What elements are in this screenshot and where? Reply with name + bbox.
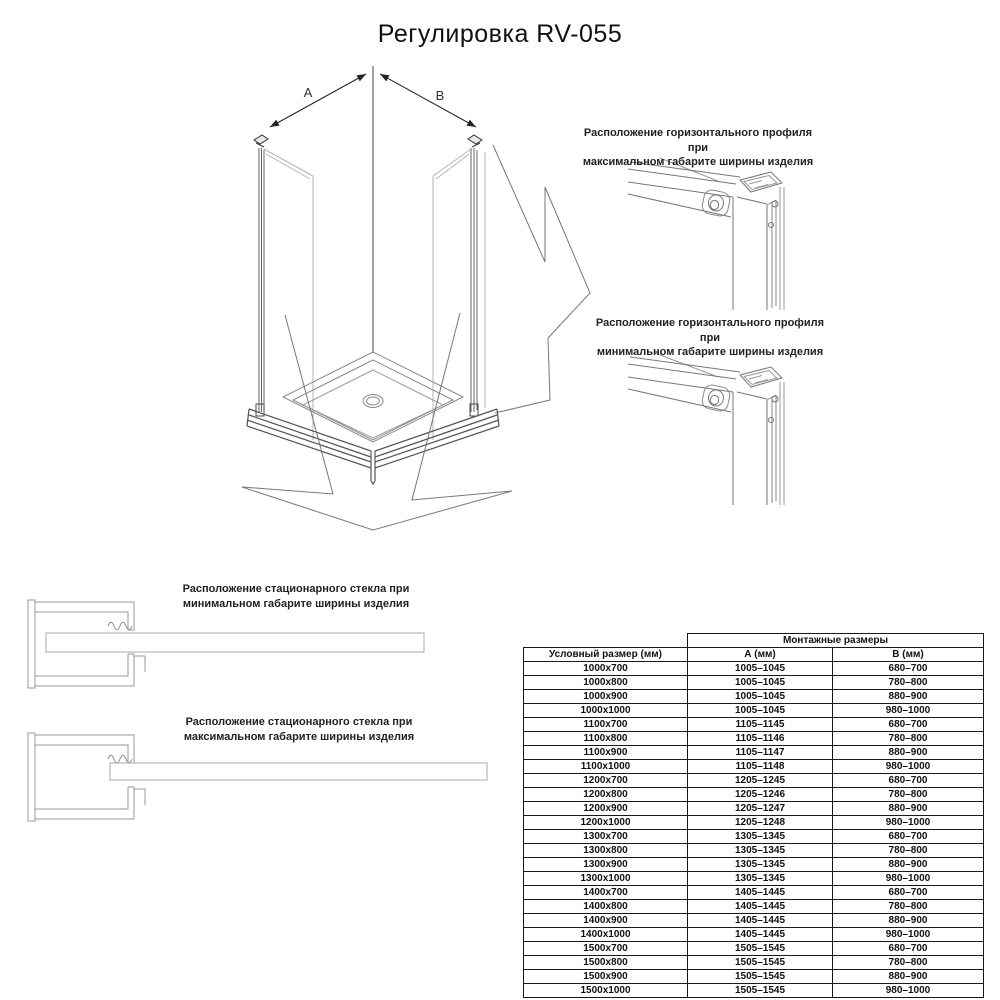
cell-size: 1100x900 — [524, 746, 688, 760]
cell-a: 1505–1545 — [688, 956, 833, 970]
cell-size: 1300x800 — [524, 844, 688, 858]
cell-size: 1100x1000 — [524, 760, 688, 774]
cell-size: 1500x700 — [524, 942, 688, 956]
callout-line: Расположение горизонтального профиля при — [583, 127, 813, 154]
cell-a: 1305–1345 — [688, 830, 833, 844]
cell-size: 1100x800 — [524, 732, 688, 746]
table-row — [524, 662, 984, 676]
cell-a: 1305–1345 — [688, 844, 833, 858]
callout-line: Расположение горизонтального профиля при — [595, 317, 825, 344]
cell-size: 1300x900 — [524, 858, 688, 872]
cell-a: 1405–1445 — [688, 928, 833, 942]
table-row — [524, 942, 984, 956]
cell-b: 680–700 — [833, 718, 984, 732]
cell-a: 1105–1146 — [688, 732, 833, 746]
table-header-row — [524, 648, 984, 662]
glass-section-max-view — [28, 733, 145, 821]
cell-a: 1305–1345 — [688, 872, 833, 886]
cell-size: 1300x1000 — [524, 872, 688, 886]
cell-size: 1500x1000 — [524, 984, 688, 998]
cell-b: 780–800 — [833, 956, 984, 970]
cell-size: 1500x800 — [524, 956, 688, 970]
cell-a: 1005–1045 — [688, 676, 833, 690]
table-row — [524, 844, 984, 858]
cell-b: 780–800 — [833, 676, 984, 690]
table-row — [524, 690, 984, 704]
table-row — [524, 830, 984, 844]
dimension-a-label: A — [303, 85, 313, 100]
cell-size: 1200x700 — [524, 774, 688, 788]
dimension-a — [270, 74, 366, 127]
cell-size: 1400x1000 — [524, 928, 688, 942]
cell-size: 1100x700 — [524, 718, 688, 732]
callout-line: Расположение стационарного стекла при — [185, 716, 413, 728]
cell-a: 1505–1545 — [688, 942, 833, 956]
left-glass-panel — [264, 149, 313, 440]
cell-a: 1405–1445 — [688, 886, 833, 900]
cell-b: 880–900 — [833, 858, 984, 872]
cell-b: 980–1000 — [833, 984, 984, 998]
cell-a: 1105–1147 — [688, 746, 833, 760]
cell-size: 1200x900 — [524, 802, 688, 816]
table-row — [524, 872, 984, 886]
table-row — [524, 816, 984, 830]
page-title: Регулировка RV-055 — [377, 20, 623, 48]
tray-apron — [247, 409, 499, 484]
shower-tray — [283, 352, 463, 442]
cell-b: 980–1000 — [833, 816, 984, 830]
table-row — [524, 732, 984, 746]
cell-size: 1200x1000 — [524, 816, 688, 830]
col-header-a: А (мм) — [688, 648, 833, 662]
table-row — [524, 886, 984, 900]
cell-a: 1205–1247 — [688, 802, 833, 816]
cell-b: 680–700 — [833, 886, 984, 900]
table-group-row — [524, 634, 984, 648]
cell-a: 1405–1445 — [688, 900, 833, 914]
dimension-b-label: B — [435, 88, 445, 103]
cell-b: 880–900 — [833, 802, 984, 816]
cell-a: 1505–1545 — [688, 984, 833, 998]
col-header-b: В (мм) — [833, 648, 984, 662]
table-corner-blank — [524, 634, 688, 648]
cell-a: 1005–1045 — [688, 690, 833, 704]
cell-size: 1500x900 — [524, 970, 688, 984]
cell-b: 780–800 — [833, 732, 984, 746]
left-wall-profile — [254, 135, 268, 416]
cell-a: 1105–1148 — [688, 760, 833, 774]
callout-profile-max — [573, 126, 823, 170]
callout-line: минимальном габарите ширины изделия — [182, 597, 410, 610]
callout-line: минимальном габарите ширины изделия — [596, 346, 824, 358]
cell-size: 1400x900 — [524, 914, 688, 928]
cell-a: 1005–1045 — [688, 704, 833, 718]
cell-a: 1105–1145 — [688, 718, 833, 732]
cell-a: 1205–1248 — [688, 816, 833, 830]
cell-size: 1000x900 — [524, 690, 688, 704]
table-row — [524, 984, 984, 998]
cell-b: 680–700 — [833, 830, 984, 844]
callout-line: Расположение стационарного стекла при — [182, 583, 410, 595]
cell-a: 1205–1245 — [688, 774, 833, 788]
table-row — [524, 802, 984, 816]
cell-size: 1000x800 — [524, 676, 688, 690]
dimension-b — [380, 74, 476, 127]
profile-detail-min-view — [628, 357, 784, 505]
table-row — [524, 676, 984, 690]
cell-size: 1400x800 — [524, 900, 688, 914]
callout-profile-min — [585, 316, 835, 360]
cell-b: 880–900 — [833, 690, 984, 704]
table-row — [524, 774, 984, 788]
right-wall-profile — [468, 135, 485, 416]
col-header-size: Условный размер (мм) — [524, 648, 688, 662]
cell-b: 980–1000 — [833, 872, 984, 886]
cell-size: 1300x700 — [524, 830, 688, 844]
table-row — [524, 858, 984, 872]
table-row — [524, 914, 984, 928]
cell-a: 1205–1246 — [688, 788, 833, 802]
size-table — [523, 633, 984, 998]
cell-size: 1000x1000 — [524, 704, 688, 718]
table-row — [524, 900, 984, 914]
glass-pane-max — [110, 763, 487, 780]
cell-b: 880–900 — [833, 914, 984, 928]
cell-a: 1505–1545 — [688, 970, 833, 984]
cell-size: 1000x700 — [524, 662, 688, 676]
cell-b: 680–700 — [833, 774, 984, 788]
cell-b: 880–900 — [833, 970, 984, 984]
cell-b: 980–1000 — [833, 760, 984, 774]
iso-shower-view — [247, 66, 499, 484]
cell-b: 780–800 — [833, 844, 984, 858]
callout-glass-max — [174, 715, 424, 744]
cell-b: 680–700 — [833, 942, 984, 956]
cell-a: 1305–1345 — [688, 858, 833, 872]
table-row — [524, 788, 984, 802]
glass-pane-min — [46, 633, 424, 652]
cell-a: 1005–1045 — [688, 662, 833, 676]
cell-b: 780–800 — [833, 900, 984, 914]
cell-a: 1405–1445 — [688, 914, 833, 928]
arrow-right-icon — [493, 145, 590, 413]
table-row — [524, 704, 984, 718]
cell-b: 880–900 — [833, 746, 984, 760]
cell-b: 980–1000 — [833, 928, 984, 942]
cell-b: 980–1000 — [833, 704, 984, 718]
table-group-header: Монтажные размеры — [688, 634, 984, 648]
table-row — [524, 928, 984, 942]
callout-line: максимальном габарите ширины изделия — [183, 730, 415, 743]
table-row — [524, 718, 984, 732]
cell-size: 1400x700 — [524, 886, 688, 900]
table-body — [524, 662, 984, 998]
table-row — [524, 956, 984, 970]
table-row — [524, 746, 984, 760]
cell-b: 680–700 — [833, 662, 984, 676]
callout-glass-min — [171, 582, 421, 611]
table-row — [524, 970, 984, 984]
callout-line: максимальном габарите ширины изделия — [582, 156, 814, 168]
profile-detail-max-view — [628, 162, 784, 310]
table-row — [524, 760, 984, 774]
cell-size: 1200x800 — [524, 788, 688, 802]
cell-b: 780–800 — [833, 788, 984, 802]
